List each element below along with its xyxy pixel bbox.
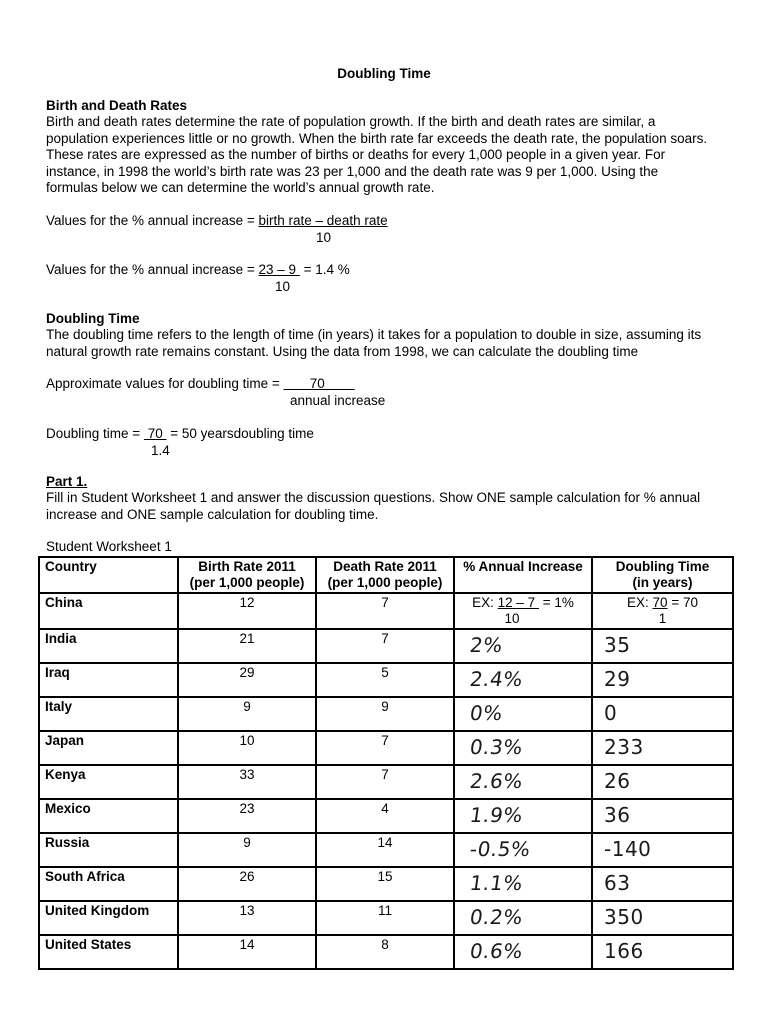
country-cell: Kenya [39, 765, 178, 799]
handwritten-answer: 26 [604, 769, 631, 793]
birth-rate-cell: 9 [178, 833, 316, 867]
handwritten-answer: 2.6% [468, 769, 525, 793]
column-header-country: Country [39, 557, 178, 593]
paragraph-line: increase and ONE sample calculation for doubling time. [46, 506, 379, 522]
column-header-doubling-time: Doubling Time (in years) [592, 557, 733, 593]
section-heading-doubling-time: Doubling Time [46, 311, 140, 326]
table-row [39, 765, 733, 799]
paragraph-line: Birth and death rates determine the rate of population growth. If the birth and death rates are similar, a [46, 114, 656, 129]
birth-rate-cell: 23 [178, 799, 316, 833]
table-row [39, 935, 733, 969]
death-rate-cell: 9 [316, 697, 454, 731]
section-birth-death-body [46, 114, 726, 197]
handwritten-doubling-time-cell [592, 697, 733, 731]
death-rate-cell: 5 [316, 663, 454, 697]
formula-prefix: Values for the % annual increase = [46, 262, 259, 277]
page-title: Doubling Time [337, 66, 431, 81]
country-cell: United States [39, 935, 178, 969]
formula-denominator: annual increase [290, 393, 386, 408]
country-cell: China [39, 593, 178, 629]
handwritten-doubling-time-cell [592, 867, 733, 901]
country-cell: Iraq [39, 663, 178, 697]
handwritten-answer: 2.4% [468, 667, 525, 691]
handwritten-answer: 1.9% [468, 803, 525, 827]
formula-prefix: Doubling time = [46, 426, 144, 441]
death-rate-cell: 7 [316, 731, 454, 765]
student-worksheet-table [38, 556, 734, 970]
handwritten-annual-increase-cell [454, 935, 592, 969]
paragraph-line: formulas below we can determine the world’s annual growth rate. [46, 180, 435, 195]
section-doubling-time-body [46, 327, 726, 360]
handwritten-doubling-time-cell [592, 663, 733, 697]
birth-rate-cell: 33 [178, 765, 316, 799]
death-rate-cell: 7 [316, 765, 454, 799]
table-row [39, 799, 733, 833]
handwritten-answer: 0 [604, 701, 618, 725]
handwritten-answer: 29 [604, 667, 631, 691]
death-rate-cell: 7 [316, 629, 454, 663]
column-header-birth-rate: Birth Rate 2011 (per 1,000 people) [178, 557, 316, 593]
formula-annual-increase [46, 213, 388, 230]
paragraph-line: natural growth rate remains constant. Using the data from 1998, we can calculate the doubling time [46, 343, 639, 359]
example-doubling-time-cell: EX: 70 = 70 1 [592, 593, 733, 629]
death-rate-cell: 15 [316, 867, 454, 901]
handwritten-answer: 0% [468, 701, 505, 725]
birth-rate-cell: 10 [178, 731, 316, 765]
formula-numerator: 70 [143, 426, 167, 441]
table-row-example [39, 593, 733, 629]
table-row [39, 731, 733, 765]
formula-numerator: 70 [283, 376, 355, 391]
handwritten-annual-increase-cell [454, 799, 592, 833]
handwritten-annual-increase-cell [454, 901, 592, 935]
formula-result: = 50 yearsdoubling time [166, 426, 314, 441]
handwritten-annual-increase-cell [454, 663, 592, 697]
table-header-row [39, 557, 733, 593]
handwritten-answer: 0.3% [468, 735, 525, 759]
handwritten-doubling-time-cell [592, 935, 733, 969]
handwritten-doubling-time-cell [592, 731, 733, 765]
formula-annual-increase-example [46, 262, 350, 279]
handwritten-answer: 0.2% [468, 905, 525, 929]
paragraph-line: instance, in 1998 the world’s birth rate was 23 per 1,000 and the death rate was 9 per 1,000. Using the [46, 163, 659, 179]
handwritten-doubling-time-cell [592, 833, 733, 867]
table-row [39, 833, 733, 867]
formula-denominator: 10 [316, 230, 332, 245]
column-header-death-rate: Death Rate 2011 (per 1,000 people) [316, 557, 454, 593]
paragraph-line: Fill in Student Worksheet 1 and answer the discussion questions. Show ONE sample calculation for % annual [46, 490, 701, 505]
part1-heading: Part 1. [46, 474, 88, 489]
country-cell: India [39, 629, 178, 663]
death-rate-cell: 4 [316, 799, 454, 833]
handwritten-answer: 0.6% [468, 939, 525, 963]
handwritten-doubling-time-cell [592, 765, 733, 799]
country-cell: Italy [39, 697, 178, 731]
birth-rate-cell: 9 [178, 697, 316, 731]
paragraph-line: These rates are expressed as the number of births or deaths for every 1,000 people in a given year. For [46, 147, 666, 162]
handwritten-answer: 36 [604, 803, 631, 827]
handwritten-doubling-time-cell [592, 901, 733, 935]
formula-prefix: Approximate values for doubling time = [46, 376, 284, 391]
formula-denominator: 1.4 [151, 443, 170, 458]
paragraph-line: The doubling time refers to the length of time (in years) it takes for a population to double in size, assuming its [46, 327, 702, 342]
formula-doubling-time [46, 376, 355, 393]
death-rate-cell: 8 [316, 935, 454, 969]
part1-instructions [46, 490, 726, 523]
handwritten-answer: 233 [604, 735, 644, 759]
country-cell: Mexico [39, 799, 178, 833]
formula-numerator: birth rate – death rate [258, 213, 388, 228]
birth-rate-cell: 29 [178, 663, 316, 697]
table-row [39, 663, 733, 697]
handwritten-annual-increase-cell [454, 867, 592, 901]
handwritten-doubling-time-cell [592, 799, 733, 833]
handwritten-doubling-time-cell [592, 629, 733, 663]
birth-rate-cell: 21 [178, 629, 316, 663]
formula-denominator: 10 [275, 279, 291, 294]
handwritten-annual-increase-cell [454, 697, 592, 731]
formula-numerator: 23 – 9 [258, 262, 300, 277]
birth-rate-cell: 26 [178, 867, 316, 901]
handwritten-annual-increase-cell [454, 833, 592, 867]
country-cell: South Africa [39, 867, 178, 901]
handwritten-answer: 166 [604, 939, 644, 963]
handwritten-answer: 63 [604, 871, 631, 895]
country-cell: United Kingdom [39, 901, 178, 935]
handwritten-answer: -0.5% [468, 837, 533, 861]
table-row [39, 629, 733, 663]
table-row [39, 901, 733, 935]
handwritten-answer: 2% [468, 633, 505, 657]
formula-prefix: Values for the % annual increase = [46, 213, 259, 228]
section-heading-birth-death: Birth and Death Rates [46, 98, 188, 113]
handwritten-annual-increase-cell [454, 765, 592, 799]
handwritten-answer: 350 [604, 905, 644, 929]
worksheet-caption: Student Worksheet 1 [46, 539, 172, 554]
example-annual-increase-cell: EX: 12 – 7 = 1% 10 [454, 593, 592, 629]
handwritten-answer: 35 [604, 633, 631, 657]
handwritten-answer: -140 [604, 837, 652, 861]
column-header-annual-increase: % Annual Increase [454, 557, 592, 593]
formula-doubling-time-example [46, 426, 314, 443]
death-rate-cell: 11 [316, 901, 454, 935]
handwritten-answer: 1.1% [468, 871, 525, 895]
death-rate-cell: 14 [316, 833, 454, 867]
country-cell: Japan [39, 731, 178, 765]
table-row [39, 697, 733, 731]
death-rate-cell: 7 [316, 593, 454, 629]
handwritten-annual-increase-cell [454, 629, 592, 663]
paragraph-line: population experiences little or no growth. When the birth rate far exceeds the death rate, the population soars. [46, 130, 708, 146]
birth-rate-cell: 13 [178, 901, 316, 935]
country-cell: Russia [39, 833, 178, 867]
birth-rate-cell: 12 [178, 593, 316, 629]
birth-rate-cell: 14 [178, 935, 316, 969]
handwritten-annual-increase-cell [454, 731, 592, 765]
table-row [39, 867, 733, 901]
formula-result: = 1.4 % [299, 262, 350, 277]
